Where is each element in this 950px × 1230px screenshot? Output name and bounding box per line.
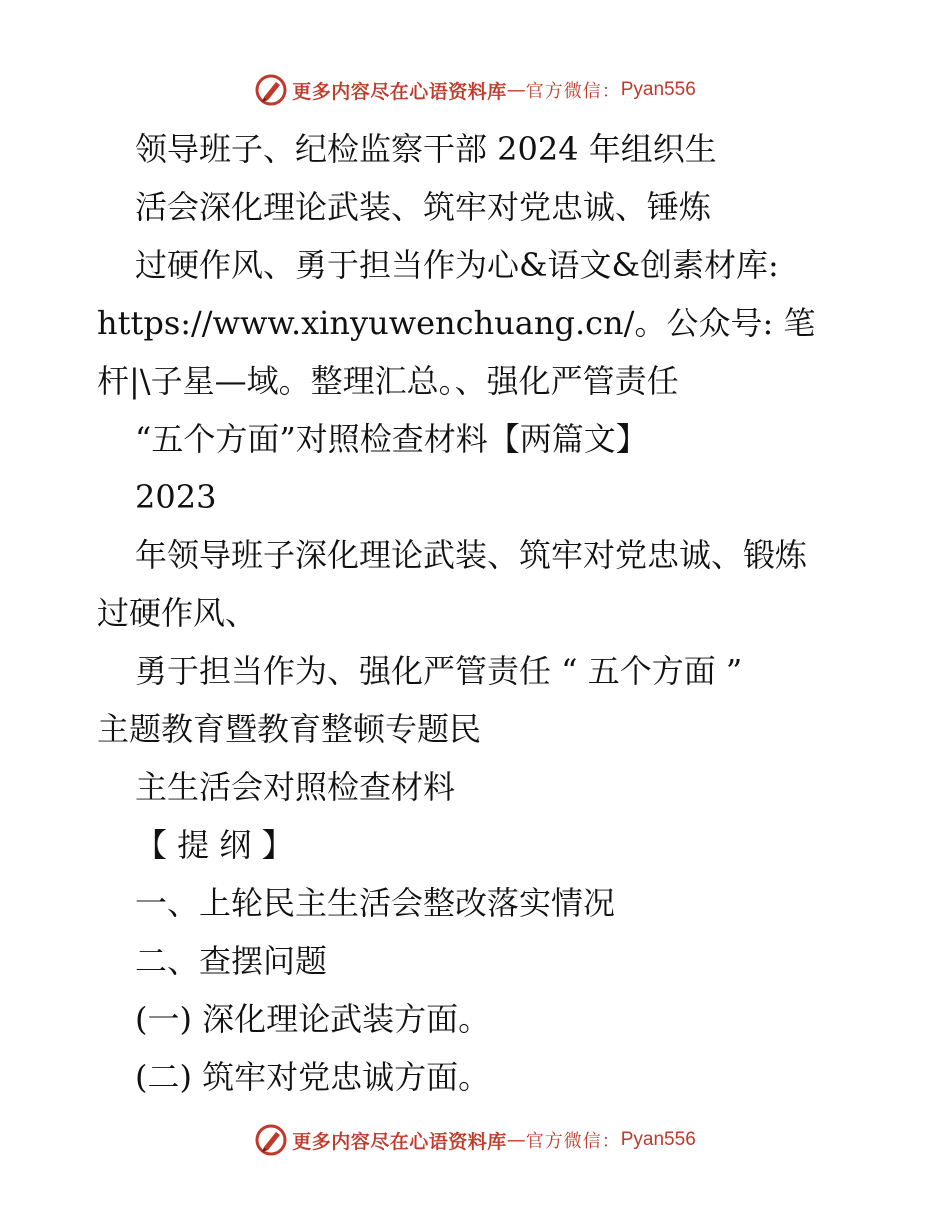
subtitle-line-4: 主题教育暨教育整顿专题民 (97, 710, 482, 748)
subtitle-line-5: 主生活会对照检查材料 (135, 768, 456, 806)
header-watermark-banner (0, 68, 950, 112)
banner-wechat-id: Pyan556 (620, 79, 696, 100)
subtitle-line-2: 过硬作风、 (97, 594, 258, 632)
footer-watermark-banner (0, 1118, 950, 1162)
title-line-2: 活会深化理论武装、筑牢对党忠诚、锤炼 (135, 188, 712, 226)
pen-logo-icon (254, 1123, 288, 1157)
banner-dash: — (506, 79, 526, 101)
banner-wechat-id: Pyan556 (620, 1129, 696, 1150)
banner-text: 更多内容尽在心语资料库 (292, 80, 507, 103)
outline-heading: 【 提 纲 】 (135, 826, 294, 864)
outline-item-2: 二、查摆问题 (135, 942, 328, 980)
subtitle-line-3: 勇于担当作为、强化严管责任 “ 五个方面 ” (135, 652, 743, 690)
banner-dash: — (506, 1129, 526, 1151)
banner-wechat-label: 官方微信： (525, 1131, 621, 1152)
outline-subitem-1: (一) 深化理论武装方面。 (135, 1000, 491, 1038)
outline-subitem-2: (二) 筑牢对党忠诚方面。 (135, 1058, 491, 1096)
banner-wechat-label: 官方微信： (525, 81, 621, 102)
year-line: 2023 (135, 478, 217, 516)
title-line-1: 领导班子、纪检监察干部 2024 年组织生 (135, 130, 717, 168)
banner-text: 更多内容尽在心语资料库 (292, 1130, 507, 1153)
title-line-4: https://www.xinyuwenchuang.cn/。公众号: 笔 (97, 304, 816, 342)
subtitle-line-1: 年领导班子深化理论武装、筑牢对党忠诚、锻炼 (135, 536, 808, 574)
title-line-3: 过硬作风、勇于担当作为心&语文&创素材库: (135, 246, 779, 284)
outline-item-1: 一、上轮民主生活会整改落实情况 (135, 884, 616, 922)
pen-logo-icon (254, 73, 288, 107)
title-line-5: 杆|\子星—域。整理汇总。、强化严管责任 (97, 362, 679, 400)
title-line-6: “五个方面”对照检查材料【两篇文】 (135, 420, 648, 458)
